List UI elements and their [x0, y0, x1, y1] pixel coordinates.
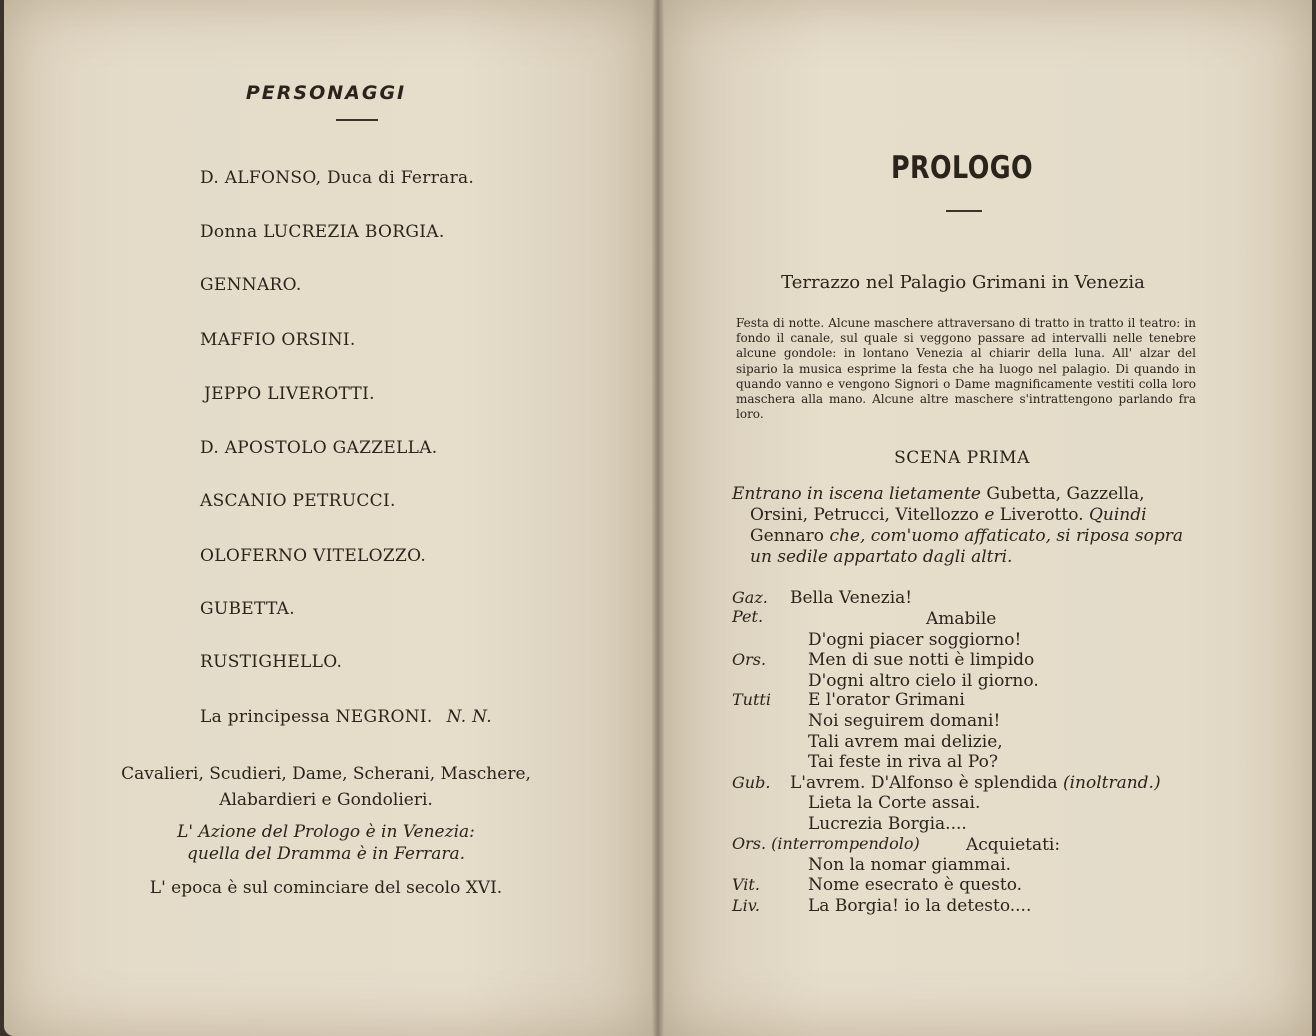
entrance-l1-plain: Gubetta, Gazzella, — [986, 484, 1145, 504]
speaker-gaz: Gaz. — [732, 588, 768, 607]
character-maffio: MAFFIO ORSINI. — [200, 330, 356, 350]
entrance-line-2 — [732, 505, 1202, 526]
verse-line — [790, 773, 1161, 793]
azione-line-1: L' Azione del Prologo è in Venezia: — [177, 822, 475, 842]
chorus-line-2: Alabardieri e Gondolieri. — [219, 790, 433, 810]
title-rule — [336, 119, 378, 121]
speaker-vit: Vit. — [732, 875, 760, 894]
character-alfonso: D. ALFONSO, Duca di Ferrara. — [200, 168, 475, 188]
entrance-direction — [732, 484, 1202, 568]
character-gubetta: GUBETTA. — [200, 599, 295, 619]
verse-line: Non la nomar giammai. — [808, 855, 1012, 875]
character-apostolo: D. APOSTOLO GAZZELLA. — [200, 438, 438, 458]
character-negroni — [200, 707, 492, 727]
entrance-line-1 — [732, 484, 1145, 504]
personaggi-title: PERSONAGGI — [245, 82, 407, 104]
verse-line: Lieta la Corte assai. — [808, 793, 981, 813]
character-rustighello: RUSTIGHELLO. — [200, 652, 343, 672]
entrance-l1-italic: Entrano in iscena lietamente — [732, 484, 981, 504]
character-oloferno: OLOFERNO VITELOZZO. — [200, 546, 427, 566]
verse-line: Noi seguirem domani! — [808, 711, 1001, 731]
speaker-liv: Liv. — [732, 896, 760, 915]
negroni-label: La principessa NEGRONI. — [200, 707, 433, 727]
speaker-ors-interrompendolo: Ors. (interrompendolo) — [732, 834, 920, 853]
verse-line: Tai feste in riva al Po? — [808, 752, 998, 772]
speaker-tutti: Tutti — [732, 690, 771, 709]
speaker-pet: Pet. — [732, 607, 764, 626]
scena-heading: SCENA PRIMA — [894, 448, 1030, 468]
verse-line: Men di sue notti è limpido — [808, 650, 1035, 670]
epoca-line: L' epoca è sul cominciare del secolo XVI. — [149, 878, 503, 898]
entrance-l3-italic: che, com'uomo affaticato, si riposa sopra — [829, 526, 1184, 546]
stage-direction: Festa di notte. Alcune maschere attraversano di tratto in tratto il teatro: in fondo il canale, sul quale si veggono passare ad intervalli nelle tenebre alcune gondole: in lontano Venezia al chiarir della luna. All' alzar del sipario la musica esprime la festa che ha luogo nel palagio. Di quando in quando vanno e vengono Signori o Dame magnificamente vestiti colla loro maschera alla mano. Alcune altre maschere s'intrattengono parlando fra loro. — [736, 316, 1196, 422]
character-ascanio: ASCANIO PETRUCCI. — [200, 491, 396, 511]
entrance-l3-plain: Gennaro — [750, 526, 825, 546]
entrance-l2-plain: Orsini, Petrucci, Vitellozzo — [750, 505, 979, 525]
speaker-ors: Ors. — [732, 650, 767, 669]
entrance-line-3 — [732, 526, 1202, 547]
verse-line: D'ogni altro cielo il giorno. — [808, 671, 1039, 691]
azione-line-2: quella del Dramma è in Ferrara. — [187, 844, 465, 864]
chorus-line-1: Cavalieri, Scudieri, Dame, Scherani, Maschere, — [121, 764, 531, 784]
character-jeppo: JEPPO LIVEROTTI. — [204, 384, 375, 404]
setting-line: Terrazzo nel Palagio Grimani in Venezia — [781, 272, 1145, 293]
entrance-l2-e: e — [984, 505, 995, 525]
verse-line: Lucrezia Borgia.... — [808, 814, 967, 834]
book-gutter — [652, 0, 664, 1036]
verse-line: Acquietati: — [966, 835, 1061, 855]
verse-text: L'avrem. D'Alfonso è splendida — [790, 773, 1058, 793]
verse-line: E l'orator Grimani — [808, 690, 965, 710]
character-gennaro: GENNARO. — [200, 275, 302, 295]
entrance-l2-italic: Quindi — [1088, 505, 1147, 525]
entrance-l4-italic: un sedile appartato dagli altri. — [750, 547, 1013, 567]
verse-line: Tali avrem mai delizie, — [808, 732, 1003, 752]
prologo-title: PROLOGO — [890, 150, 1034, 186]
entrance-line-4 — [732, 547, 1202, 568]
negroni-actor: N. N. — [446, 707, 492, 727]
character-lucrezia: Donna LUCREZIA BORGIA. — [200, 222, 445, 242]
verse-line: La Borgia! io la detesto.... — [808, 896, 1032, 916]
speaker-gub: Gub. — [732, 773, 771, 792]
verse-line: Bella Venezia! — [790, 588, 913, 608]
verse-line: Amabile — [926, 609, 997, 629]
verse-line: D'ogni piacer soggiorno! — [808, 630, 1022, 650]
verse-line: Nome esecrato è questo. — [808, 875, 1023, 895]
stage-aside: (inoltrand.) — [1062, 773, 1161, 793]
prologo-rule — [946, 210, 982, 212]
entrance-l2-plain2: Liverotto. — [999, 505, 1084, 525]
